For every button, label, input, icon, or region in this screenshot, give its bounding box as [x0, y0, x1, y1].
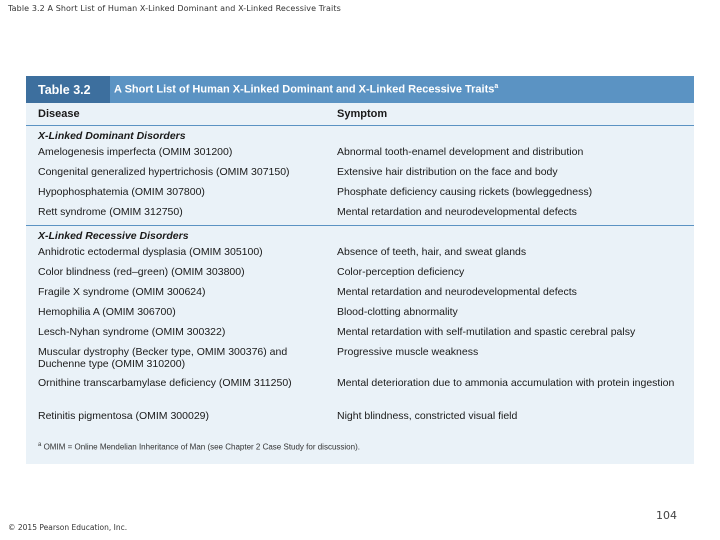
- table-footnote: [38, 442, 360, 452]
- table-caption-marker: a: [494, 83, 499, 91]
- disease-cell: Amelogenesis imperfecta (OMIM 301200): [38, 146, 233, 158]
- disease-cell: Hypophosphatemia (OMIM 307800): [38, 186, 205, 198]
- table-row: [26, 326, 694, 346]
- table-caption-text: A Short List of Human X-Linked Dominant and X-Linked Recessive Traits: [114, 83, 495, 96]
- column-header-disease: Disease: [38, 108, 80, 120]
- table-row: [26, 306, 694, 326]
- symptom-cell: Night blindness, constricted visual field: [337, 410, 518, 422]
- table-header: [26, 76, 694, 103]
- table-row: [26, 166, 694, 186]
- disease-cell: Rett syndrome (OMIM 312750): [38, 206, 183, 218]
- symptom-cell: Color-perception deficiency: [337, 266, 465, 278]
- symptom-cell: Progressive muscle weakness: [337, 346, 479, 358]
- symptom-cell: Mental retardation and neurodevelopmental defects: [337, 206, 577, 218]
- disease-cell: Fragile X syndrome (OMIM 300624): [38, 286, 206, 298]
- slide-title: Table 3.2 A Short List of Human X-Linked Dominant and X-Linked Recessive Traits: [8, 4, 341, 13]
- table-caption: [110, 83, 498, 96]
- footnote-text: OMIM = Online Mendelian Inheritance of Man (see Chapter 2 Case Study for discussion).: [43, 442, 360, 452]
- column-header-row: [26, 103, 694, 126]
- disease-cell: Anhidrotic ectodermal dysplasia (OMIM 305100): [38, 246, 263, 258]
- symptom-cell: Mental retardation and neurodevelopmental defects: [337, 286, 577, 298]
- symptom-cell: Extensive hair distribution on the face and body: [337, 166, 558, 178]
- table-number: Table 3.2: [26, 76, 110, 103]
- section-title-dominant: X-Linked Dominant Disorders: [38, 130, 186, 142]
- disease-cell: Lesch-Nyhan syndrome (OMIM 300322): [38, 326, 226, 338]
- symptom-cell: Mental retardation with self-mutilation and spastic cerebral palsy: [337, 326, 636, 338]
- table-row: [26, 377, 694, 410]
- symptom-cell: Blood-clotting abnormality: [337, 306, 458, 318]
- table-row: [26, 286, 694, 306]
- table-row: [26, 246, 694, 266]
- disease-cell: Retinitis pigmentosa (OMIM 300029): [38, 410, 209, 422]
- copyright: © 2015 Pearson Education, Inc.: [8, 523, 128, 532]
- table-row: [26, 410, 694, 428]
- symptom-cell: Absence of teeth, hair, and sweat glands: [337, 246, 527, 258]
- disease-cell: Congenital generalized hypertrichosis (OMIM 307150): [38, 166, 290, 178]
- table-row: [26, 346, 694, 377]
- disease-cell: Hemophilia A (OMIM 306700): [38, 306, 176, 318]
- table-row: [26, 186, 694, 206]
- table-panel: [26, 76, 694, 464]
- footnote-marker: a: [38, 442, 42, 448]
- disease-cell: Ornithine transcarbamylase deficiency (OMIM 311250): [38, 377, 292, 389]
- disease-cell: Muscular dystrophy (Becker type, OMIM 300376) and Duchenne type (OMIM 310200): [38, 346, 288, 370]
- table-row: [26, 146, 694, 166]
- page-number: 104: [656, 509, 677, 522]
- symptom-cell: Phosphate deficiency causing rickets (bowleggedness): [337, 186, 593, 198]
- disease-cell: Color blindness (red–green) (OMIM 303800): [38, 266, 245, 278]
- section-title-recessive: X-Linked Recessive Disorders: [38, 230, 189, 242]
- symptom-cell: Mental deterioration due to ammonia accumulation with protein ingestion: [337, 377, 675, 389]
- column-header-symptom: Symptom: [337, 108, 388, 120]
- table-row: [26, 266, 694, 286]
- symptom-cell: Abnormal tooth-enamel development and distribution: [337, 146, 584, 158]
- table-row: [26, 206, 694, 222]
